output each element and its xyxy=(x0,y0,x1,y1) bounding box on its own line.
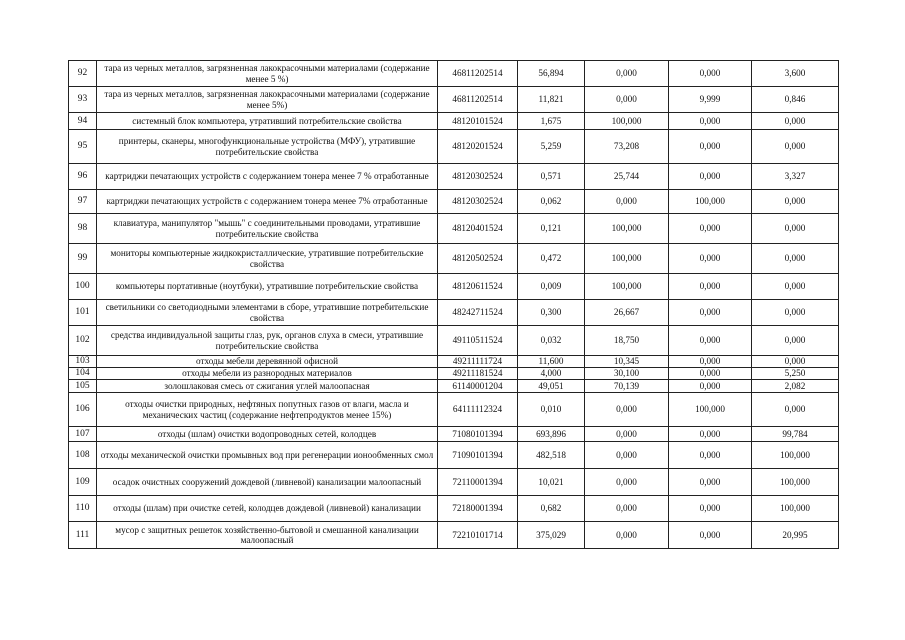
value-3: 0,000 xyxy=(669,356,752,368)
value-1: 0,032 xyxy=(518,326,585,356)
table-row xyxy=(69,113,839,130)
value-1: 0,062 xyxy=(518,190,585,214)
fkko-code: 61140001204 xyxy=(438,380,518,393)
value-2: 0,000 xyxy=(585,522,669,549)
value-4: 100,000 xyxy=(752,442,839,469)
row-number: 100 xyxy=(69,274,97,300)
value-3: 0,000 xyxy=(669,326,752,356)
value-1: 11,821 xyxy=(518,87,585,113)
value-4: 2,082 xyxy=(752,380,839,393)
fkko-code: 71080101394 xyxy=(438,427,518,442)
waste-name: отходы очистки природных, нефтяных попутных газов от влаги, масла и механических частиц (содержание нефтепродуктов менее 15%) xyxy=(97,393,438,427)
table-row xyxy=(69,356,839,368)
row-number: 108 xyxy=(69,442,97,469)
table-row xyxy=(69,130,839,164)
waste-name: принтеры, сканеры, многофункциональные устройства (МФУ), утратившие потребительские свойства xyxy=(97,130,438,164)
fkko-code: 48120401524 xyxy=(438,214,518,244)
waste-table-body xyxy=(69,61,839,549)
table-row xyxy=(69,393,839,427)
value-4: 0,000 xyxy=(752,300,839,326)
value-2: 0,000 xyxy=(585,87,669,113)
value-3: 0,000 xyxy=(669,274,752,300)
row-number: 92 xyxy=(69,61,97,87)
value-3: 100,000 xyxy=(669,190,752,214)
waste-name: тара из черных металлов, загрязненная лакокрасочными материалами (содержание менее 5%) xyxy=(97,87,438,113)
waste-name: тара из черных металлов, загрязненная лакокрасочными материалами (содержание менее 5 %) xyxy=(97,61,438,87)
fkko-code: 46811202514 xyxy=(438,61,518,87)
fkko-code: 49211181524 xyxy=(438,368,518,380)
table-row xyxy=(69,274,839,300)
value-2: 100,000 xyxy=(585,274,669,300)
row-number: 105 xyxy=(69,380,97,393)
waste-name: мусор с защитных решеток хозяйственно-бытовой и смешанной канализации малоопасный xyxy=(97,522,438,549)
value-1: 0,300 xyxy=(518,300,585,326)
waste-name: картриджи печатающих устройств с содержанием тонера менее 7% отработанные xyxy=(97,190,438,214)
value-3: 0,000 xyxy=(669,113,752,130)
table-row xyxy=(69,522,839,549)
table-row xyxy=(69,300,839,326)
waste-name: отходы механической очистки промывных вод при регенерации ионообменных смол xyxy=(97,442,438,469)
table-row xyxy=(69,380,839,393)
row-number: 102 xyxy=(69,326,97,356)
value-1: 11,600 xyxy=(518,356,585,368)
row-number: 106 xyxy=(69,393,97,427)
value-4: 0,000 xyxy=(752,214,839,244)
row-number: 96 xyxy=(69,164,97,190)
fkko-code: 72210101714 xyxy=(438,522,518,549)
fkko-code: 48120302524 xyxy=(438,164,518,190)
waste-name: мониторы компьютерные жидкокристаллические, утратившие потребительские свойства xyxy=(97,244,438,274)
fkko-code: 48120502524 xyxy=(438,244,518,274)
value-1: 375,029 xyxy=(518,522,585,549)
value-4: 0,000 xyxy=(752,356,839,368)
value-1: 0,009 xyxy=(518,274,585,300)
value-3: 0,000 xyxy=(669,496,752,522)
value-1: 10,021 xyxy=(518,469,585,496)
value-2: 100,000 xyxy=(585,244,669,274)
fkko-code: 48120302524 xyxy=(438,190,518,214)
fkko-code: 48242711524 xyxy=(438,300,518,326)
value-2: 25,744 xyxy=(585,164,669,190)
waste-name: системный блок компьютера, утративший потребительские свойства xyxy=(97,113,438,130)
value-2: 0,000 xyxy=(585,496,669,522)
value-4: 20,995 xyxy=(752,522,839,549)
fkko-code: 64111112324 xyxy=(438,393,518,427)
value-1: 0,682 xyxy=(518,496,585,522)
value-4: 3,600 xyxy=(752,61,839,87)
table-row xyxy=(69,469,839,496)
value-1: 0,121 xyxy=(518,214,585,244)
row-number: 103 xyxy=(69,356,97,368)
value-4: 100,000 xyxy=(752,469,839,496)
table-row xyxy=(69,427,839,442)
value-4: 99,784 xyxy=(752,427,839,442)
table-row xyxy=(69,190,839,214)
table-row xyxy=(69,368,839,380)
value-3: 0,000 xyxy=(669,380,752,393)
waste-name: светильники со светодиодными элементами в сборе, утратившие потребительские свойства xyxy=(97,300,438,326)
value-2: 30,100 xyxy=(585,368,669,380)
row-number: 99 xyxy=(69,244,97,274)
table-row xyxy=(69,164,839,190)
fkko-code: 48120101524 xyxy=(438,113,518,130)
row-number: 98 xyxy=(69,214,97,244)
value-2: 0,000 xyxy=(585,393,669,427)
waste-name: отходы мебели из разнородных материалов xyxy=(97,368,438,380)
value-3: 0,000 xyxy=(669,300,752,326)
value-1: 49,051 xyxy=(518,380,585,393)
value-1: 56,894 xyxy=(518,61,585,87)
value-2: 100,000 xyxy=(585,214,669,244)
row-number: 110 xyxy=(69,496,97,522)
value-2: 0,000 xyxy=(585,61,669,87)
table-row xyxy=(69,61,839,87)
waste-name: отходы (шлам) при очистке сетей, колодцев дождевой (ливневой) канализации xyxy=(97,496,438,522)
table-row xyxy=(69,442,839,469)
value-3: 0,000 xyxy=(669,368,752,380)
waste-name: компьютеры портативные (ноутбуки), утратившие потребительские свойства xyxy=(97,274,438,300)
fkko-code: 49110511524 xyxy=(438,326,518,356)
value-2: 70,139 xyxy=(585,380,669,393)
waste-name: отходы (шлам) очистки водопроводных сетей, колодцев xyxy=(97,427,438,442)
table-row xyxy=(69,214,839,244)
value-4: 0,000 xyxy=(752,190,839,214)
value-2: 100,000 xyxy=(585,113,669,130)
fkko-code: 48120201524 xyxy=(438,130,518,164)
value-4: 0,000 xyxy=(752,274,839,300)
value-4: 0,846 xyxy=(752,87,839,113)
fkko-code: 48120611524 xyxy=(438,274,518,300)
fkko-code: 49211111724 xyxy=(438,356,518,368)
table-row xyxy=(69,244,839,274)
value-3: 0,000 xyxy=(669,469,752,496)
row-number: 94 xyxy=(69,113,97,130)
value-3: 0,000 xyxy=(669,442,752,469)
fkko-code: 46811202514 xyxy=(438,87,518,113)
value-3: 0,000 xyxy=(669,61,752,87)
row-number: 93 xyxy=(69,87,97,113)
value-1: 482,518 xyxy=(518,442,585,469)
waste-name: золошлаковая смесь от сжигания углей малоопасная xyxy=(97,380,438,393)
value-3: 0,000 xyxy=(669,244,752,274)
table-row xyxy=(69,326,839,356)
value-1: 693,896 xyxy=(518,427,585,442)
fkko-code: 71090101394 xyxy=(438,442,518,469)
fkko-code: 72180001394 xyxy=(438,496,518,522)
waste-name: картриджи печатающих устройств с содержанием тонера менее 7 % отработанные xyxy=(97,164,438,190)
value-4: 0,000 xyxy=(752,326,839,356)
row-number: 109 xyxy=(69,469,97,496)
table-row xyxy=(69,87,839,113)
table-row xyxy=(69,496,839,522)
value-4: 100,000 xyxy=(752,496,839,522)
value-2: 18,750 xyxy=(585,326,669,356)
value-3: 0,000 xyxy=(669,130,752,164)
value-4: 0,000 xyxy=(752,130,839,164)
waste-name: клавиатура, манипулятор "мышь" с соединительными проводами, утратившие потребительские свойства xyxy=(97,214,438,244)
value-4: 0,000 xyxy=(752,113,839,130)
value-3: 0,000 xyxy=(669,522,752,549)
row-number: 104 xyxy=(69,368,97,380)
value-3: 9,999 xyxy=(669,87,752,113)
value-2: 0,000 xyxy=(585,427,669,442)
value-2: 10,345 xyxy=(585,356,669,368)
value-2: 0,000 xyxy=(585,469,669,496)
value-2: 26,667 xyxy=(585,300,669,326)
value-2: 73,208 xyxy=(585,130,669,164)
value-1: 0,010 xyxy=(518,393,585,427)
row-number: 97 xyxy=(69,190,97,214)
value-4: 5,250 xyxy=(752,368,839,380)
value-1: 5,259 xyxy=(518,130,585,164)
waste-name: средства индивидуальной защиты глаз, рук, органов слуха в смеси, утратившие потребительские свойства xyxy=(97,326,438,356)
value-3: 0,000 xyxy=(669,214,752,244)
value-4: 0,000 xyxy=(752,244,839,274)
value-1: 1,675 xyxy=(518,113,585,130)
fkko-code: 72110001394 xyxy=(438,469,518,496)
value-1: 4,000 xyxy=(518,368,585,380)
row-number: 95 xyxy=(69,130,97,164)
value-1: 0,571 xyxy=(518,164,585,190)
value-4: 0,000 xyxy=(752,393,839,427)
value-2: 0,000 xyxy=(585,190,669,214)
waste-name: отходы мебели деревянной офисной xyxy=(97,356,438,368)
row-number: 111 xyxy=(69,522,97,549)
value-3: 100,000 xyxy=(669,393,752,427)
value-1: 0,472 xyxy=(518,244,585,274)
value-2: 0,000 xyxy=(585,442,669,469)
value-3: 0,000 xyxy=(669,427,752,442)
value-4: 3,327 xyxy=(752,164,839,190)
waste-name: осадок очистных сооружений дождевой (ливневой) канализации малоопасный xyxy=(97,469,438,496)
waste-table xyxy=(68,60,839,549)
row-number: 107 xyxy=(69,427,97,442)
value-3: 0,000 xyxy=(669,164,752,190)
row-number: 101 xyxy=(69,300,97,326)
